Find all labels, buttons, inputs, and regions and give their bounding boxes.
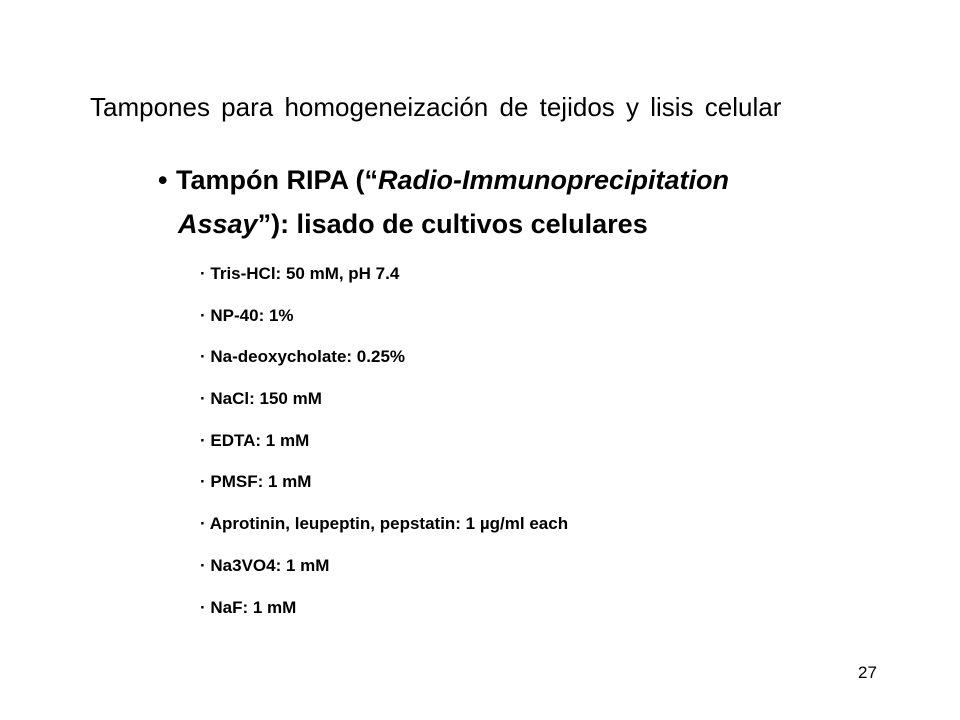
bullet-marker: • — [158, 165, 168, 195]
bullet-line-2 — [178, 202, 648, 246]
list-item: · Na-deoxycholate: 0.25% — [200, 347, 406, 367]
list-item: · Tris-HCl: 50 mM, pH 7.4 — [200, 264, 400, 283]
page-number: 27 — [858, 663, 877, 682]
list-item: · NaCl: 150 mM — [200, 389, 322, 409]
list-item: · PMSF: 1 mM — [200, 472, 312, 492]
bullet-italic-1: Radio-Immunoprecipitation — [378, 165, 729, 195]
bullet-suffix: ”): lisado de cultivos celulares — [257, 209, 648, 239]
list-item: · NaF: 1 mM — [200, 597, 297, 617]
list-item: · NP-40: 1% — [200, 305, 294, 325]
list-item: · Aprotinin, leupeptin, pepstatin: 1 µg/ml each — [200, 514, 569, 534]
bullet-italic-2: Assay — [178, 209, 258, 239]
bullet-prefix: Tampón RIPA (“ — [176, 165, 378, 195]
slide-title: Tampones para homogeneización de tejidos y lisis celular — [90, 92, 782, 122]
list-item: · Na3VO4: 1 mM — [200, 555, 330, 575]
component-list — [200, 262, 568, 637]
bullet-line-1 — [176, 158, 729, 202]
list-item: · EDTA: 1 mM — [200, 430, 310, 450]
